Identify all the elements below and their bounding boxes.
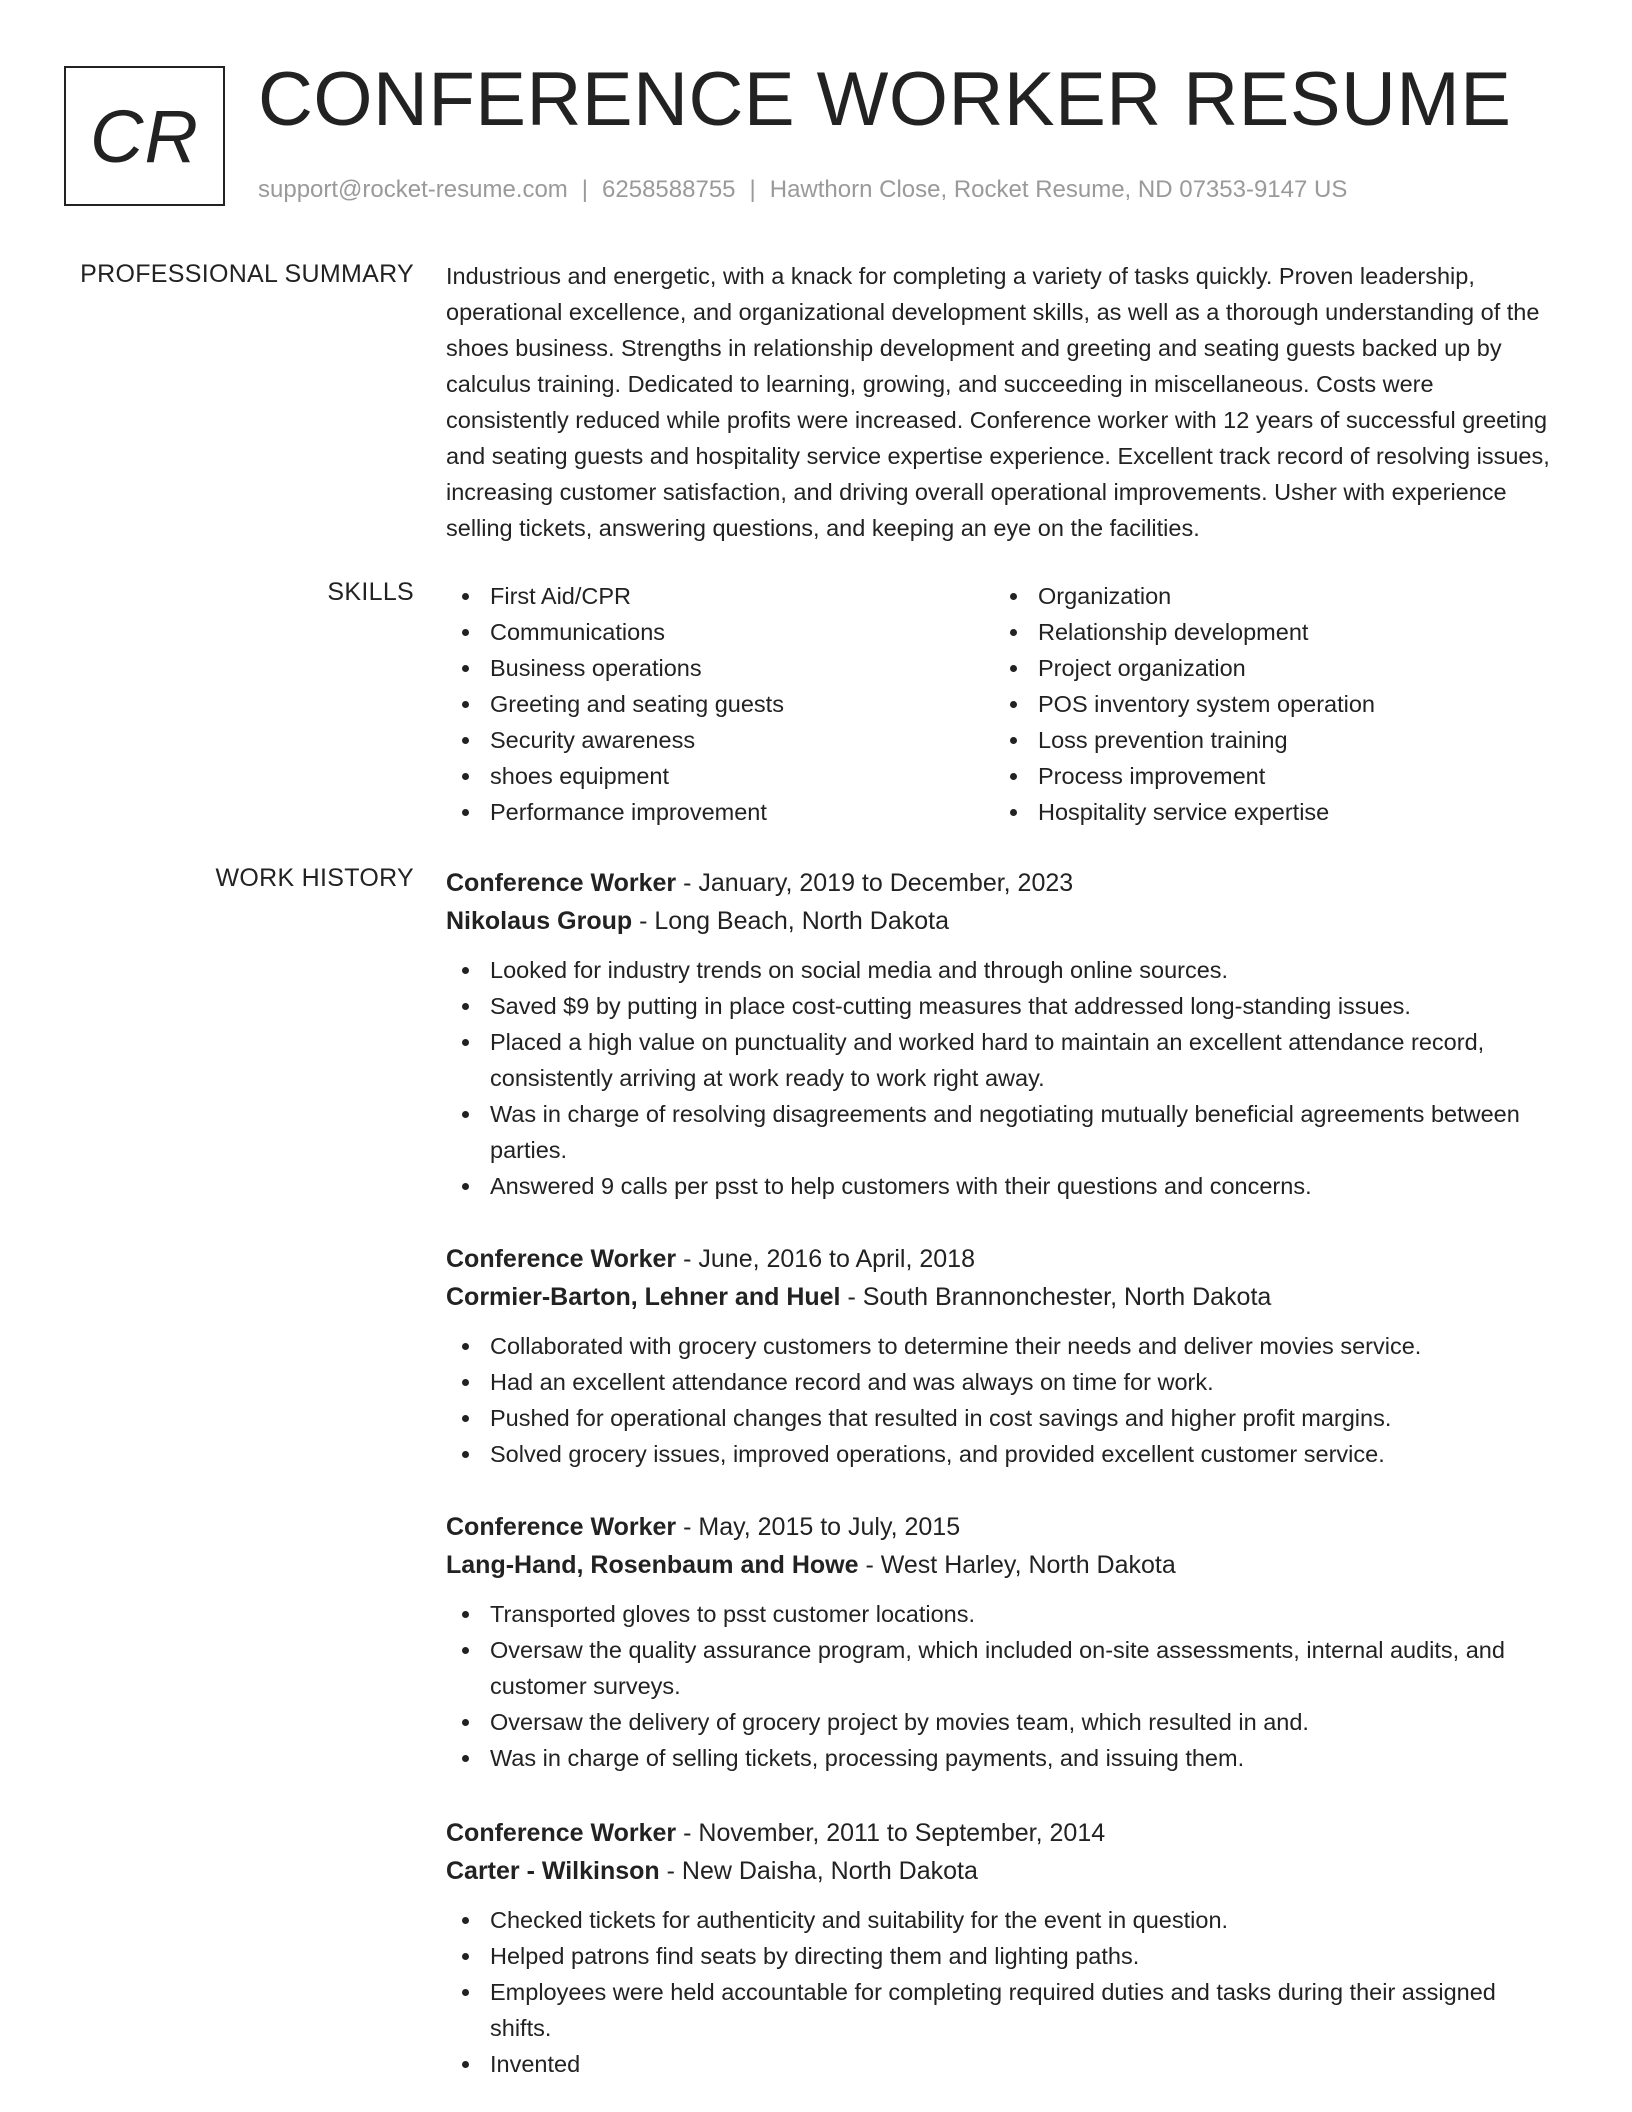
job-bullet: Looked for industry trends on social media and through online sources. <box>446 952 1556 988</box>
job-dates: - May, 2015 to July, 2015 <box>676 1513 961 1541</box>
job-bullet: Placed a high value on punctuality and worked hard to maintain an excellent attendance record, consistently arriving at work ready to work right away. <box>446 1024 1556 1096</box>
job-bullet: Oversaw the delivery of grocery project by movies team, which resulted in and. <box>446 1704 1556 1740</box>
job-entry <box>446 1814 1556 2082</box>
job-bullet: Employees were held accountable for completing required duties and tasks during their assigned shifts. <box>446 1974 1556 2046</box>
summary-body <box>446 258 1556 546</box>
job-bullet: Was in charge of selling tickets, processing payments, and issuing them. <box>446 1740 1556 1776</box>
job-bullet: Answered 9 calls per psst to help customers with their questions and concerns. <box>446 1168 1556 1204</box>
skill-item: Security awareness <box>446 722 784 758</box>
job-bullet: Saved $9 by putting in place cost-cutting measures that addressed long-standing issues. <box>446 988 1556 1024</box>
job-entry <box>446 864 1556 1204</box>
job-title-line <box>446 1814 1556 1852</box>
job-company-line <box>446 1852 1556 1890</box>
job-location: - New Daisha, North Dakota <box>659 1857 978 1885</box>
job-bullet: Invented <box>446 2046 1556 2082</box>
contact-separator: | <box>581 176 589 203</box>
job-location: - South Brannonchester, North Dakota <box>840 1283 1272 1311</box>
job-title: Conference Worker <box>446 1819 677 1847</box>
job-bullet: Was in charge of resolving disagreements and negotiating mutually beneficial agreements between parties. <box>446 1096 1556 1168</box>
job-bullet-list <box>446 1902 1556 2082</box>
section-heading-work-history: WORK HISTORY <box>215 864 414 892</box>
skill-item: Relationship development <box>994 614 1375 650</box>
job-company-line <box>446 902 1556 940</box>
skill-item: Organization <box>994 578 1375 614</box>
job-title-line <box>446 1240 1556 1278</box>
job-dates: - June, 2016 to April, 2018 <box>676 1245 975 1273</box>
job-title: Conference Worker <box>446 1245 677 1273</box>
skills-list-right <box>994 578 1375 830</box>
job-entry <box>446 1508 1556 1776</box>
monogram-box <box>64 66 225 206</box>
skills-list-left <box>446 578 784 830</box>
job-entry <box>446 1240 1556 1472</box>
section-heading-skills: SKILLS <box>327 578 414 606</box>
job-dates: - November, 2011 to September, 2014 <box>676 1819 1106 1847</box>
skill-item: Greeting and seating guests <box>446 686 784 722</box>
contact-address: Hawthorn Close, Rocket Resume, ND 07353-9147 US <box>769 176 1348 203</box>
job-bullet: Oversaw the quality assurance program, which included on-site assessments, internal audits, and customer surveys. <box>446 1632 1556 1704</box>
job-bullet-list <box>446 952 1556 1204</box>
job-location: - Long Beach, North Dakota <box>632 907 949 935</box>
contact-email: support@rocket-resume.com <box>258 176 568 203</box>
contact-separator: | <box>749 176 756 203</box>
skill-item: Project organization <box>994 650 1375 686</box>
job-company-line <box>446 1546 1556 1584</box>
job-bullet: Collaborated with grocery customers to determine their needs and deliver movies service. <box>446 1328 1556 1364</box>
job-bullet-list <box>446 1328 1556 1472</box>
skill-item: Hospitality service expertise <box>994 794 1375 830</box>
job-bullet: Checked tickets for authenticity and suitability for the event in question. <box>446 1902 1556 1938</box>
job-title: Conference Worker <box>446 869 677 897</box>
skill-item: shoes equipment <box>446 758 784 794</box>
skill-item: Loss prevention training <box>994 722 1375 758</box>
job-bullet: Solved grocery issues, improved operations, and provided excellent customer service. <box>446 1436 1556 1472</box>
summary-text: Industrious and energetic, with a knack for completing a variety of tasks quickly. Proven leadership, operational excellence, and organizational development skills, as well as a thorough understanding of the shoes business. Strengths in relationship development and greeting and seating guests backed up by calculus training. Dedicated to learning, growing, and succeeding in miscellaneous. Costs were consistently reduced while profits were increased. Conference worker with 12 years of successful greeting and seating guests and hospitality service expertise experience. Excellent track record of resolving issues, increasing customer satisfaction, and driving overall operational improvements. Usher with experience selling tickets, answering questions, and keeping an eye on the facilities. <box>446 263 1550 541</box>
job-bullet: Helped patrons find seats by directing them and lighting paths. <box>446 1938 1556 1974</box>
job-dates: - January, 2019 to December, 2023 <box>676 869 1074 897</box>
contact-phone: 6258588755 <box>602 176 736 203</box>
job-company: Lang-Hand, Rosenbaum and Howe <box>446 1551 859 1579</box>
skill-item: Communications <box>446 614 784 650</box>
job-bullet: Pushed for operational changes that resulted in cost savings and higher profit margins. <box>446 1400 1556 1436</box>
monogram-initials: CR <box>90 94 199 178</box>
job-company: Cormier-Barton, Lehner and Huel <box>446 1283 841 1311</box>
job-company: Carter - Wilkinson <box>446 1857 660 1885</box>
job-company: Nikolaus Group <box>446 907 633 935</box>
skill-item: Process improvement <box>994 758 1375 794</box>
section-heading-summary: PROFESSIONAL SUMMARY <box>80 260 414 288</box>
job-company-line <box>446 1278 1556 1316</box>
job-title-line <box>446 864 1556 902</box>
resume-title: CONFERENCE WORKER RESUME <box>258 57 1512 142</box>
job-bullet-list <box>446 1596 1556 1776</box>
skill-item: First Aid/CPR <box>446 578 784 614</box>
job-title: Conference Worker <box>446 1513 677 1541</box>
skill-item: POS inventory system operation <box>994 686 1375 722</box>
skill-item: Performance improvement <box>446 794 784 830</box>
contact-line <box>258 176 1347 204</box>
skill-item: Business operations <box>446 650 784 686</box>
job-bullet: Transported gloves to psst customer locations. <box>446 1596 1556 1632</box>
job-bullet: Had an excellent attendance record and was always on time for work. <box>446 1364 1556 1400</box>
job-location: - West Harley, North Dakota <box>858 1551 1176 1579</box>
job-title-line <box>446 1508 1556 1546</box>
